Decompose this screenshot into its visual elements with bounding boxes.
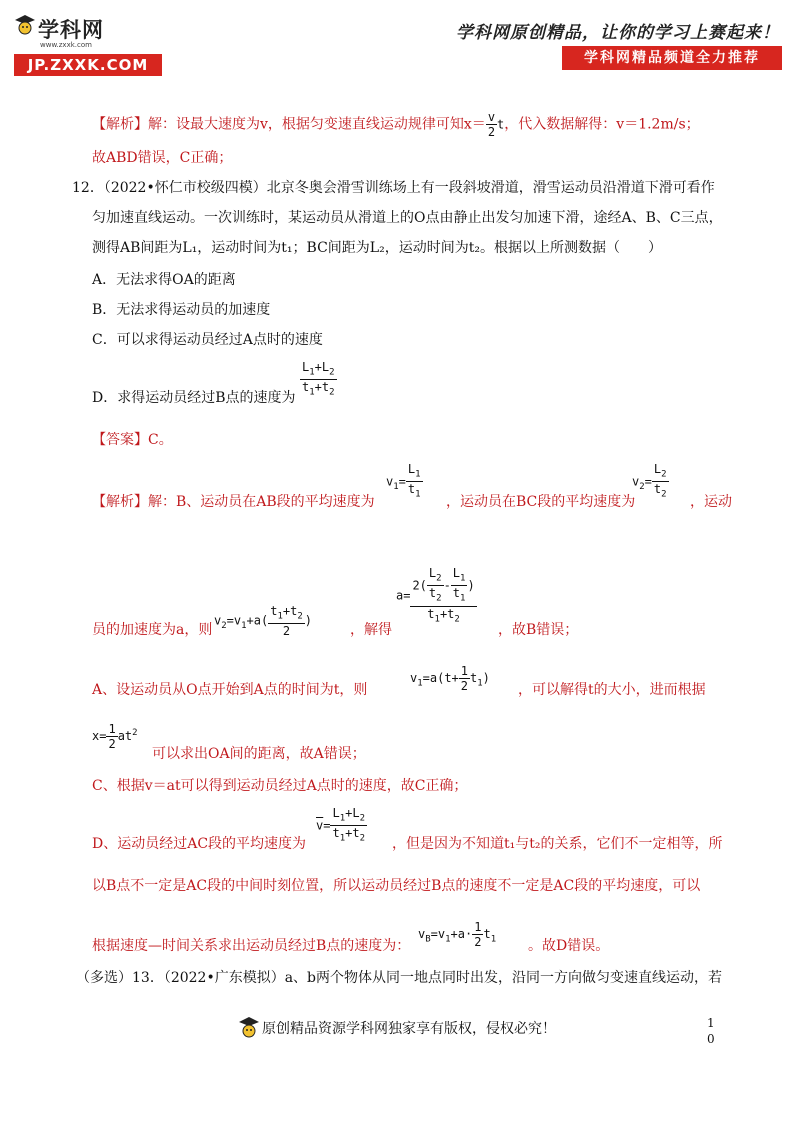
formula-acceleration: a= 2( $\frac{L_2}{t_2}$ - $\frac{L_1}{t_1}$ ) $t_1+t_2$: [396, 566, 475, 625]
page-number: 1 0: [707, 1016, 715, 1046]
q12-option-a: A．无法求得OA的距离: [92, 272, 236, 288]
solution12-line7: 以B点不一定是AC段的中间时刻位置，所以运动员经过B点的速度不一定是AC段的平均速度，可以: [92, 878, 701, 894]
formula-v2: $v_2=$ $\frac{L_2}{t_2}$: [632, 462, 667, 500]
formula-average-velocity: $\overline{v}=$ $\frac{L_1+L_2}{t_1+t_2}$: [316, 806, 365, 844]
prev-solution-line1: 【解析】解：设最大速度为v，根据匀变速直线运动规律可知x＝ $\frac{v}{2}$ t，代入数据解得：v＝1.2m/s；: [92, 110, 700, 139]
q12-line3: 测得AB间距为L₁，运动时间为t₁；BC间距为L₂，运动时间为t₂。根据以上所测数据（ ）: [92, 240, 662, 256]
formula-v1-relation: $v_1=a(t+$ $\frac{1}{2}$ $t_1$): [410, 664, 490, 693]
prev-solution-text-a: 解：设最大速度为v，根据匀变速直线运动规律可知x＝: [148, 116, 486, 133]
solution12-line2-b: ，解得: [350, 622, 392, 638]
solution12-line1: 【解析】解：B、运动员在AB段的平均速度为: [92, 494, 375, 510]
formula-displacement: x= $\frac{1}{2}$ $at^2$: [92, 722, 138, 751]
solution12-line4: 可以求出OA间的距离，故A错误；: [152, 746, 366, 762]
prev-solution-text-b: ，代入数据解得：v＝1.2m/s；: [504, 116, 700, 133]
site-logo[interactable]: [14, 14, 164, 72]
solution-tag: 【解析】: [92, 494, 148, 510]
header-slogan: 学科网原创精品，让你的学习上赛起来！: [456, 23, 780, 43]
solution12-line5: C、根据v＝at可以得到运动员经过A点时的速度，故C正确；: [92, 778, 468, 794]
prev-solution-line2: 故ABD错误，C正确；: [92, 150, 233, 166]
logo-url: www.zxxk.com: [40, 41, 92, 49]
solution12-line6: D、运动员经过AC段的平均速度为: [92, 836, 307, 852]
q12-option-c: C．可以求得运动员经过A点时的速度: [92, 332, 323, 348]
mascot-icon: [14, 14, 36, 36]
solution12-line1-b: ，运动员在BC段的平均速度为: [446, 494, 636, 510]
solution12-line3-b: ，可以解得t的大小，进而根据: [518, 682, 706, 698]
mascot-icon: [238, 1016, 260, 1040]
logo-domain: JP.ZXXK.COM: [14, 54, 162, 76]
solution12-line6-b: ，但是因为不知道t₁与t₂的关系，它们不一定相等，所: [392, 836, 723, 852]
solution12-line1-c: ，运动: [690, 494, 732, 510]
q13-line1: （多选）13．（2022•广东模拟）a、b两个物体从同一地点同时出发，沿同一方向做匀变速直线运动，若: [76, 970, 723, 986]
solution12-line2: 员的加速度为a，则: [92, 622, 213, 638]
footer-copyright: 原创精品资源学科网独家享有版权，侵权必究！: [262, 1021, 556, 1037]
formula-option-d: $\frac{L_1+L_2}{t_1+t_2}$: [302, 360, 335, 398]
formula-v1: $v_1=$ $\frac{L_1}{t_1}$: [386, 462, 421, 500]
solution12-line8-b: 。故D错误。: [528, 938, 610, 954]
q12-answer: 【答案】C。: [92, 432, 173, 448]
formula-v2-relation: $v_2=v_1+a$( $\frac{t_1+t_2}{2}$ ): [214, 604, 312, 639]
solution-tag: 【解析】: [92, 116, 148, 133]
q12-option-b: B．无法求得运动员的加速度: [92, 302, 271, 318]
q12-line2: 匀加速直线运动。一次训练时，某运动员从滑道上的O点由静止出发匀加速下滑，途经A、B、C三点，: [92, 210, 723, 226]
solution12-line8: 根据速度—时间关系求出运动员经过B点的速度为：: [92, 938, 411, 954]
solution12-line3: A、设运动员从O点开始到A点的时间为t，则: [92, 682, 368, 698]
solution12-line2-c: ，故B错误；: [498, 622, 579, 638]
formula-vt-over-2: $\frac{v}{2}$: [487, 110, 496, 139]
formula-vb: $v_B=v_1+a\cdot$ $\frac{1}{2}$ $t_1$: [418, 920, 497, 949]
logo-name: 学科网: [38, 18, 104, 42]
q12-line1: 12．（2022•怀仁市校级四模）北京冬奥会滑雪训练场上有一段斜坡滑道，滑雪运动员沿滑道下滑可看作: [72, 180, 715, 196]
q12-option-d: D．求得运动员经过B点的速度为: [92, 390, 296, 406]
header-banner: 学科网精品频道全力推荐: [562, 46, 782, 70]
